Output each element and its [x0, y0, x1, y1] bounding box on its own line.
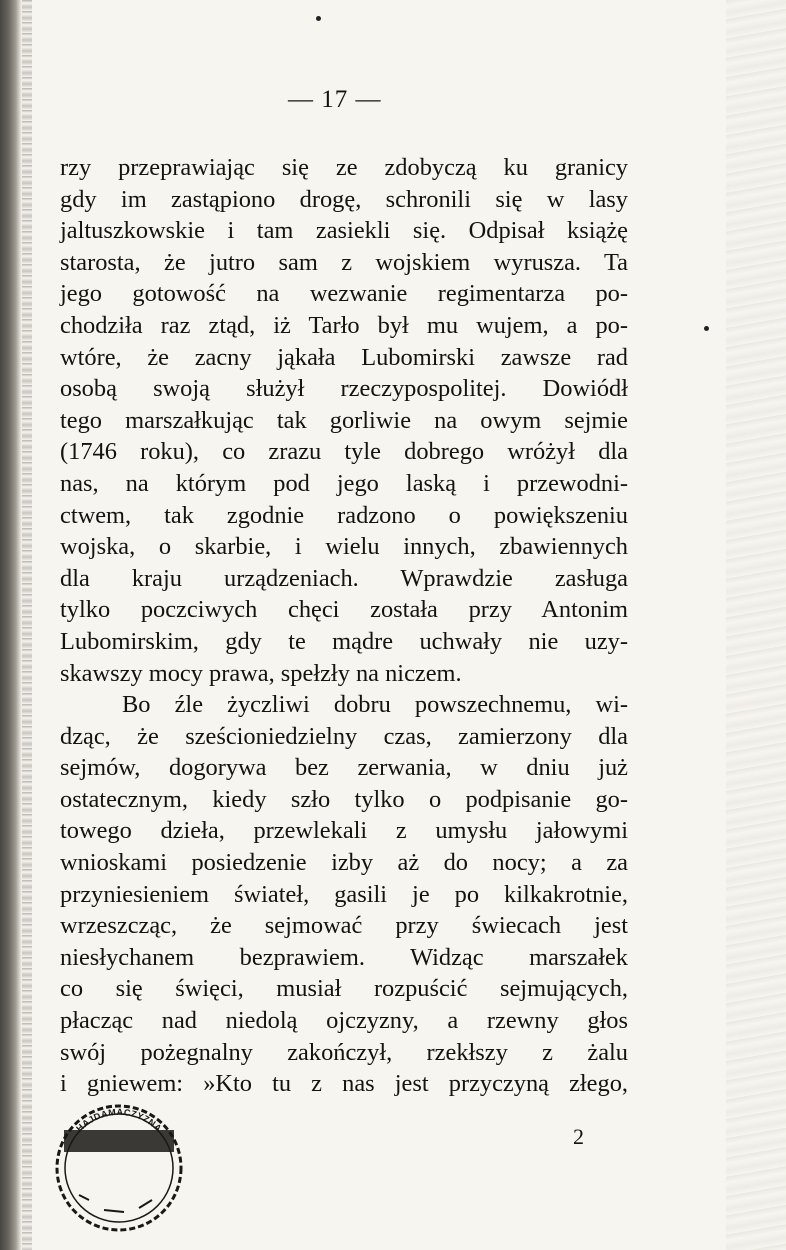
stamp-text: HAJDAMACZYZNA: [74, 1106, 164, 1134]
text-line: nas, na którym pod jego laską i przewodni-: [60, 469, 628, 497]
text-line: (1746 roku), co zrazu tyle dobrego wróżył dla: [60, 438, 628, 466]
text-line: ostatecznym, kiedy szło tylko o podpisanie go-: [60, 785, 628, 813]
text-line: wnioskami posiedzenie izby aż do nocy; a za: [60, 849, 628, 877]
text-line: tylko poczciwych chęci została przy Antonim: [60, 596, 628, 624]
text-line: wtóre, że zacny jąkała Lubomirski zawsze rad: [60, 343, 628, 371]
page-edge-noise: [726, 0, 786, 1250]
page-binding-shadow: [0, 0, 22, 1250]
text-line: towego dzieła, przewlekali z umysłu jałowymi: [60, 817, 628, 845]
text-line: tego marszałkując tak gorliwie na owym sejmie: [60, 406, 628, 434]
ink-speck: [316, 16, 321, 21]
text-line: ctwem, tak zgodnie radzono o powiększeniu: [60, 501, 628, 529]
text-line: niesłychanem bezprawiem. Widząc marszałek: [60, 943, 628, 971]
text-line: przyniesieniem świateł, gasili je po kilkakrotnie,: [60, 880, 628, 908]
library-stamp: [44, 1090, 194, 1240]
text-line: Lubomirskim, gdy te mądre uchwały nie uzy-: [60, 627, 628, 655]
body-text: [60, 152, 628, 1100]
text-line: dząc, że sześcioniedzielny czas, zamierzony dla: [60, 722, 628, 750]
text-line: Bo źle życzliwi dobru powszechnemu, wi-: [122, 691, 628, 719]
text-line: jaltuszkowskie i tam zasiekli się. Odpisał książę: [60, 217, 628, 245]
text-line: jego gotowość na wezwanie regimentarza po-: [60, 280, 628, 308]
text-line: co się święci, musiał rozpuścić sejmujących,: [60, 975, 628, 1003]
text-line: chodziła raz ztąd, iż Tarło był mu wujem, a po-: [60, 311, 628, 339]
text-line: swój pożegnalny zakończył, rzekłszy z żalu: [60, 1038, 628, 1066]
text-line: sejmów, dogorywa bez zerwania, w dniu już: [60, 754, 628, 782]
text-line: wrzeszcząc, że sejmować przy świecach jest: [60, 912, 628, 940]
text-line: płacząc nad niedolą ojczyzny, a rzewny głos: [60, 1007, 628, 1035]
text-line: rzy przeprawiając się ze zdobyczą ku granicy: [60, 154, 628, 181]
ink-speck: [704, 326, 709, 331]
text-line: starosta, że jutro sam z wojskiem wyrusza. Ta: [60, 248, 628, 276]
text-line: i gniewem: »Kto tu z nas jest przyczyną złego,: [60, 1070, 628, 1098]
text-line: skawszy mocy prawa, spełzły na niczem.: [60, 659, 462, 687]
text-line: wojska, o skarbie, i wielu innych, zbawiennych: [60, 533, 628, 561]
text-line: gdy im zastąpiono drogę, schronili się w lasy: [60, 185, 628, 213]
page-binding-texture: [22, 0, 32, 1250]
text-line: dla kraju urządzeniach. Wprawdzie zasługa: [60, 564, 628, 592]
page-number: — 17 —: [288, 86, 382, 113]
text-line: osobą swoją służył rzeczypospolitej. Dowiódł: [60, 375, 628, 403]
signature-mark: 2: [573, 1124, 584, 1149]
